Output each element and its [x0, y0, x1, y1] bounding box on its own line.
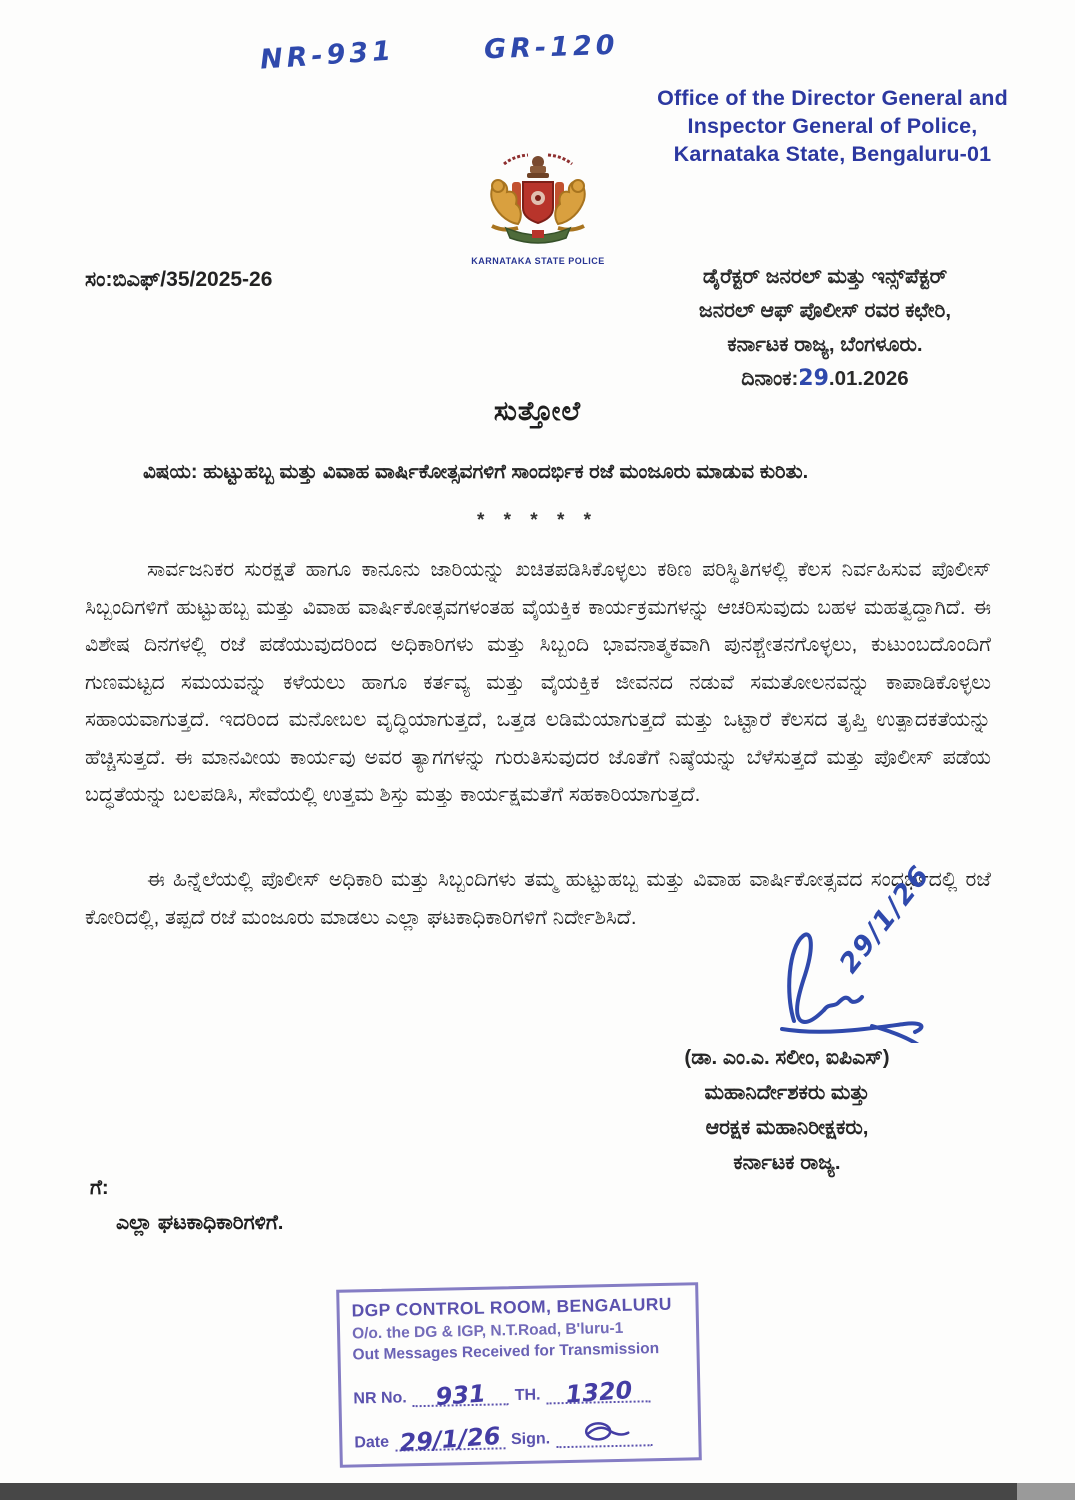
recipient-label: ಗೆ: — [90, 1176, 109, 1199]
signatory-name: (ಡಾ. ಎಂ.ಎ. ಸಲೀಂ, ಐಪಿಎಸ್) — [684, 1046, 890, 1069]
reference-number: ಸಂ:ಬಿಎಫ್/35/2025-26 — [85, 268, 273, 291]
letter-date — [625, 362, 1025, 396]
stamp-sign-scribble-icon — [578, 1419, 630, 1444]
stamp-date-row — [354, 1417, 689, 1458]
office-header — [635, 84, 1030, 168]
stamp-date-label: Date — [354, 1433, 390, 1452]
stamp-nr-value: 931 — [434, 1379, 487, 1412]
handwritten-signature-date: 29/1/26 — [833, 859, 937, 979]
office-header-line-2: Inspector General of Police, — [687, 114, 978, 138]
date-label: ದಿನಾಂಕ: — [741, 367, 799, 390]
stamp-nr-line — [412, 1377, 509, 1412]
address-line-3: ಕರ್ನಾಟಕ ರಾಜ್ಯ, ಬೆಂಗಳೂರು. — [727, 333, 923, 356]
address-line-2: ಜನರಲ್ ಆಫ್ ಪೊಲೀಸ್ ರವರ ಕಛೇರಿ, — [698, 299, 952, 322]
office-header-line-3: Karnataka State, Bengaluru-01 — [673, 142, 992, 166]
office-address-block — [625, 260, 1025, 396]
stamp-sign-label: Sign. — [510, 1430, 551, 1449]
emblem-caption: KARNATAKA STATE POLICE — [471, 256, 605, 266]
date-rest: .01.2026 — [828, 367, 909, 390]
recipient-value: ಎಲ್ಲಾ ಘಟಕಾಧಿಕಾರಿಗಳಿಗೆ. — [116, 1211, 284, 1234]
stamp-nr-label: NR No. — [353, 1389, 407, 1408]
handwritten-gr-annotation: GR-120 — [483, 29, 620, 66]
stamp-th-value: 1320 — [564, 1375, 633, 1409]
body-paragraph-1: ಸಾರ್ವಜನಿಕರ ಸುರಕ್ಷತೆ ಹಾಗೂ ಕಾನೂನು ಜಾರಿಯನ್ನು ಖಚಿತಪಡಿಸಿಕೊಳ್ಳಲು ಕಠಿಣ ಪರಿಸ್ಥಿತಿಗಳಲ್ಲಿ ಕೆಲಸ ನಿರ್ವಹಿಸುವ ಪೊಲೀಸ್ ಸಿಬ್ಬಂದಿಗಳಿಗೆ ಹುಟ್ಟುಹಬ್ಬ ಮತ್ತು ವಿವಾಹ ವಾರ್ಷಿಕೋತ್ಸವಗಳಂತಹ ವೈಯಕ್ತಿಕ ಕಾರ್ಯಕ್ರಮಗಳನ್ನು ಆಚರಿಸುವುದು ಬಹಳ ಮಹತ್ವದ್ದಾಗಿದೆ. ಈ ವಿಶೇಷ ದಿನಗಳಲ್ಲಿ ರಜೆ ಪಡೆಯುವುದರಿಂದ ಅಧಿಕಾರಿಗಳು ಮತ್ತು ಸಿಬ್ಬಂದಿ ಭಾವನಾತ್ಮಕವಾಗಿ ಪುನಶ್ಚೇತನಗೊಳ್ಳಲು, ಕುಟುಂಬದೊಂದಿಗೆ ಗುಣಮಟ್ಟದ ಸಮಯವನ್ನು ಕಳೆಯಲು ಹಾಗೂ ಕರ್ತವ್ಯ ಮತ್ತು ವೈಯಕ್ತಿಕ ಜೀವನದ ನಡುವೆ ಸಮತೋಲನವನ್ನು ಕಾಪಾಡಿಕೊಳ್ಳಲು ಸಹಾಯವಾಗುತ್ತದೆ. ಇದರಿಂದ ಮನೋಬಲ ವೃದ್ಧಿಯಾಗುತ್ತದೆ, ಒತ್ತಡ ಲಡಿಮೆಯಾಗುತ್ತದೆ ಮತ್ತು ಒಟ್ಟಾರೆ ಕೆಲಸದ ತೃಪ್ತಿ ಉತ್ಪಾದಕತೆಯನ್ನು ಹೆಚ್ಚಿಸುತ್ತದೆ. ಈ ಮಾನವೀಯ ಕಾರ್ಯವು ಅವರ ತ್ಯಾಗಗಳನ್ನು ಗುರುತಿಸುವುದರ ಜೊತೆಗೆ ನಿಷ್ಠೆಯನ್ನು ಬೆಳೆಸುತ್ತದೆ ಮತ್ತು ಪೊಲೀಸ್ ಪಡೆಯ ಬದ್ಧತೆಯನ್ನು ಬಲಪಡಿಸಿ, ಸೇವೆಯಲ್ಲಿ ಉತ್ತಮ ಶಿಸ್ತು ಮತ್ತು ಕಾರ್ಯಕ್ಷಮತೆಗೆ ಸಹಕಾರಿಯಾಗುತ್ತದೆ. — [85, 558, 991, 806]
scan-edge-bar — [0, 1483, 1075, 1500]
signatory-designation-2: ಆರಕ್ಷಕ ಮಹಾನಿರೀಕ್ಷಕರು, — [705, 1116, 869, 1139]
stamp-line-2: O/o. the DG & IGP, N.T.Road, B'luru-1 — [351, 1319, 624, 1343]
signatory-designation-3: ಕರ್ನಾಟಕ ರಾಜ್ಯ. — [733, 1151, 841, 1174]
address-line-1: ಡೈರೆಕ್ಟರ್ ಜನರಲ್ ಮತ್ತು ಇನ್ಸ್‌ಪೆಕ್ಟರ್ — [702, 265, 948, 288]
signatory-designation-1: ಮಹಾನಿರ್ದೇಶಕರು ಮತ್ತು — [704, 1081, 870, 1104]
karnataka-police-emblem-icon — [462, 146, 614, 272]
subject-line: ವಿಷಯ: ಹುಟ್ಟುಹಬ್ಬ ಮತ್ತು ವಿವಾಹ ವಾರ್ಷಿಕೋತ್ಸವಗಳಿಗೆ ಸಾಂದರ್ಭಿಕ ರಜೆ ಮಂಜೂರು ಮಾಡುವ ಕುರಿತು. — [143, 461, 809, 483]
stamp-th-label: TH. — [514, 1386, 541, 1405]
stamp-th-line — [546, 1374, 651, 1409]
stamp-nr-row — [353, 1373, 688, 1412]
stamp-line-3: Out Messages Received for Transmission — [352, 1340, 660, 1364]
signatory-block — [612, 1040, 962, 1180]
separator-stars: * * * * * — [476, 510, 599, 531]
circular-title: ಸುತ್ತೋಲೆ — [493, 396, 582, 426]
stamp-sign-line — [556, 1418, 653, 1448]
body-paragraph-2: ಈ ಹಿನ್ನೆಲೆಯಲ್ಲಿ ಪೊಲೀಸ್ ಅಧಿಕಾರಿ ಮತ್ತು ಸಿಬ್ಬಂದಿಗಳು ತಮ್ಮ ಹುಟ್ಟುಹಬ್ಬ ಮತ್ತು ವಿವಾಹ ವಾರ್ಷಿಕೋತ್ಸವದ ಸಂದರ್ಭದಲ್ಲಿ ರಜೆ ಕೋರಿದಲ್ಲಿ, ತಪ್ಪದೆ ರಜೆ ಮಂಜೂರು ಮಾಡಲು ಎಲ್ಲಾ ಘಟಕಾಧಿಕಾರಿಗಳಿಗೆ ನಿರ್ದೇಶಿಸಿದೆ. — [85, 868, 991, 929]
stamp-date-value: 29/1/26 — [398, 1421, 502, 1458]
stamp-line-1: DGP CONTROL ROOM, BENGALURU — [351, 1293, 673, 1321]
dgp-control-room-stamp — [336, 1282, 702, 1468]
office-header-line-1: Office of the Director General and — [657, 86, 1008, 110]
scan-edge-bar-light-segment — [1017, 1483, 1075, 1500]
handwritten-nr-annotation: NR-931 — [259, 35, 396, 76]
stamp-date-line — [395, 1421, 506, 1458]
handwritten-date-day: 29 — [798, 366, 829, 391]
